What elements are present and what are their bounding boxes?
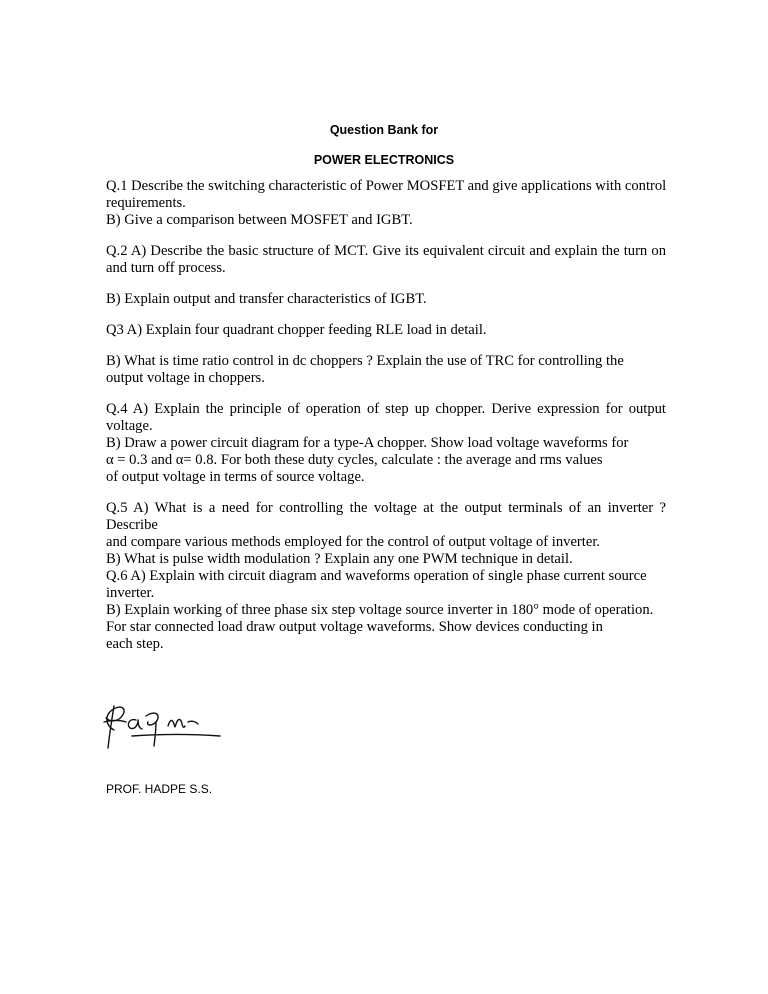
- text-line: Q.1 Describe the switching characteristic of Power MOSFET and give applications with control: [106, 178, 667, 194]
- question-q1: [106, 178, 666, 229]
- text-line: each step.: [106, 636, 164, 652]
- text-line: Q.2 A) Describe the basic structure of MCT. Give its equivalent circuit and explain the turn on: [106, 243, 666, 259]
- text-line: Q.4 A) Explain the principle of operation of step up chopper. Derive expression for output: [106, 401, 666, 417]
- handwritten-signature: [92, 686, 232, 756]
- text-line: of output voltage in terms of source voltage.: [106, 469, 365, 485]
- question-q3b: [106, 353, 666, 387]
- text-line: voltage.: [106, 418, 153, 434]
- text-line: Describe: [106, 517, 158, 533]
- text-line: B) Draw a power circuit diagram for a type-A chopper. Show load voltage waveforms for: [106, 435, 629, 451]
- text-line: and compare various methods employed for the control of output voltage of inverter.: [106, 534, 601, 550]
- text-line: B) What is time ratio control in dc choppers ? Explain the use of TRC for controlling the: [106, 353, 624, 369]
- text-line: α = 0.3 and α= 0.8. For both these duty cycles, calculate : the average and rms values: [106, 452, 603, 468]
- text-line: B) Give a comparison between MOSFET and IGBT.: [106, 212, 413, 228]
- signature-icon: [92, 686, 232, 756]
- question-q4: [106, 401, 666, 486]
- page-title-line-1: Question Bank for: [329, 123, 439, 137]
- text-line: Q.6 A) Explain with circuit diagram and waveforms operation of single phase current source: [106, 568, 647, 584]
- text-line: B) Explain output and transfer characteristics of IGBT.: [106, 291, 427, 307]
- signatory-name: PROF. HADPE S.S.: [106, 782, 213, 796]
- text-line: requirements.: [106, 195, 186, 211]
- text-line: B) What is pulse width modulation ? Explain any one PWM technique in detail.: [106, 551, 573, 567]
- question-list: [106, 178, 666, 653]
- question-q2a: [106, 243, 666, 277]
- text-line: inverter.: [106, 585, 155, 601]
- question-q3a: [106, 322, 666, 339]
- question-q5-q6: [106, 500, 666, 653]
- text-line: Q.5 A) What is a need for controlling the voltage at the output terminals of an inverter ?: [106, 500, 666, 516]
- text-line: output voltage in choppers.: [106, 370, 265, 386]
- text-line: For star connected load draw output voltage waveforms. Show devices conducting in: [106, 619, 603, 635]
- question-q2b: [106, 291, 666, 308]
- text-line: B) Explain working of three phase six step voltage source inverter in 180° mode of operation.: [106, 602, 654, 618]
- text-line: and turn off process.: [106, 260, 226, 276]
- text-line: Q3 A) Explain four quadrant chopper feeding RLE load in detail.: [106, 322, 487, 338]
- page-title-line-2: POWER ELECTRONICS: [313, 153, 455, 167]
